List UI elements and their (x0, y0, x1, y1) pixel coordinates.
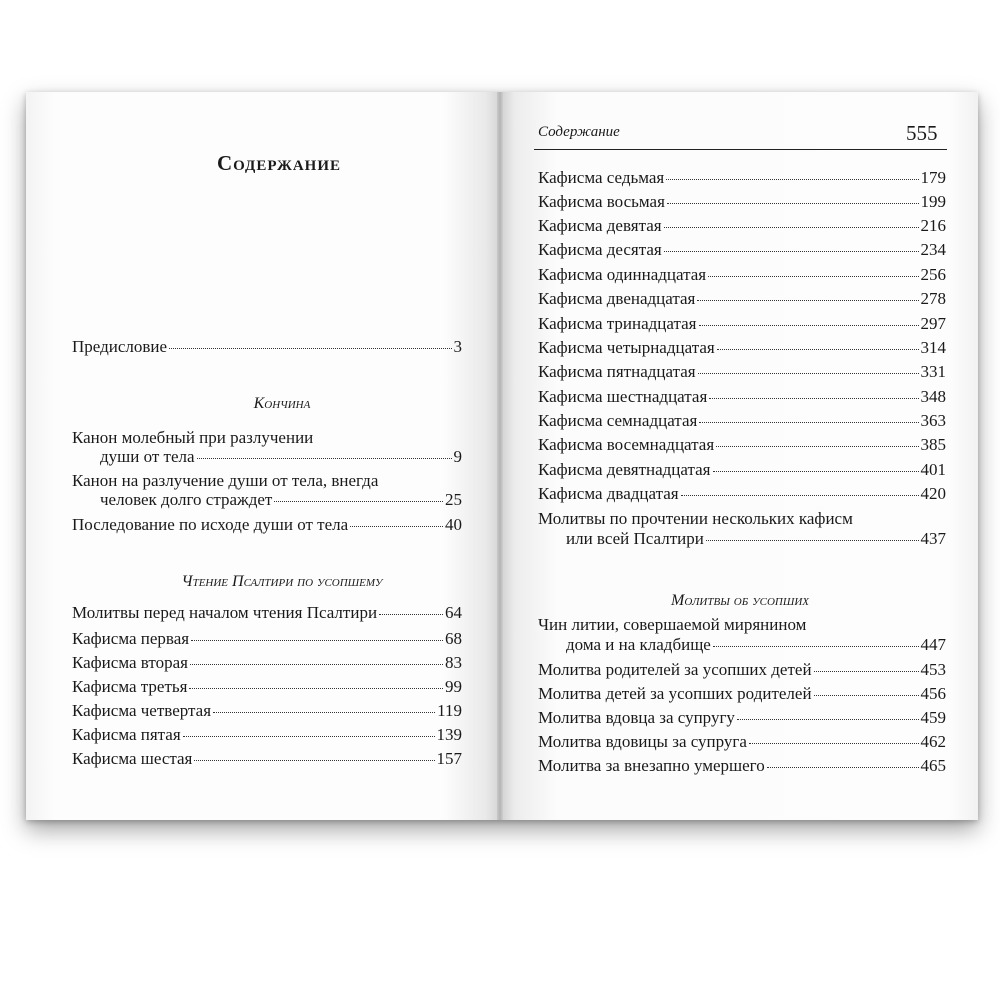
section-title-death: Кончина (253, 395, 311, 412)
toc-entry-page: 401 (920, 460, 946, 479)
toc-entry[interactable] (100, 489, 462, 511)
toc-entry-page: 465 (920, 756, 946, 775)
toc-entry-page: 348 (920, 387, 946, 406)
toc-entry-page: 363 (920, 411, 946, 430)
toc-entry-label: Предисловие (72, 337, 168, 356)
toc-entry[interactable] (538, 337, 946, 359)
toc-entry-label: Молитвы перед началом чтения Псалтири (72, 603, 378, 622)
toc-entry-label: Кафисма десятая (538, 240, 662, 259)
toc-entry[interactable] (538, 410, 946, 432)
toc-entry-page: 331 (920, 362, 946, 381)
leader-dots (197, 458, 452, 459)
leader-dots (814, 671, 919, 672)
leader-dots (767, 767, 919, 768)
toc-entry-label: дома и на кладбище (566, 635, 711, 654)
toc-entry[interactable] (538, 239, 946, 261)
toc-entry-page: 297 (920, 314, 946, 333)
toc-entry-page: 199 (920, 192, 946, 211)
toc-entry-page: 9 (453, 447, 462, 466)
toc-entry-label: Кафисма одиннадцатая (538, 265, 707, 284)
toc-entry[interactable] (566, 528, 946, 550)
header-rule (534, 149, 947, 150)
leader-dots (814, 695, 919, 696)
toc-entry-page: 385 (920, 435, 946, 454)
toc-entry-page: 3 (453, 337, 462, 356)
toc-entry[interactable] (72, 602, 462, 624)
leader-dots (737, 719, 919, 720)
toc-entry[interactable] (538, 288, 946, 310)
leader-dots (213, 712, 435, 713)
toc-entry-label: Кафисма шестая (72, 749, 193, 768)
toc-entry[interactable] (72, 748, 462, 770)
toc-entry-line1[interactable]: Канон на разлучение души от тела, внегда (72, 471, 379, 490)
toc-entry-page: 459 (920, 708, 946, 727)
leader-dots (697, 300, 918, 301)
toc-entry-preface[interactable] (72, 336, 462, 358)
toc-entry-label: Кафисма девятнадцатая (538, 460, 711, 479)
toc-entry-page: 456 (920, 684, 946, 703)
toc-entry-label: Кафисма пятнадцатая (538, 362, 696, 381)
toc-entry[interactable] (538, 215, 946, 237)
toc-entry-label: Кафисма семнадцатая (538, 411, 698, 430)
toc-entry[interactable] (72, 700, 462, 722)
leader-dots (191, 640, 443, 641)
toc-entry-page: 216 (920, 216, 946, 235)
leader-dots (274, 501, 443, 502)
leader-dots (706, 540, 919, 541)
toc-entry[interactable] (538, 731, 946, 753)
leader-dots (667, 203, 919, 204)
toc-entry[interactable] (538, 264, 946, 286)
toc-entry[interactable] (72, 514, 462, 536)
leader-dots (699, 422, 918, 423)
contents-title: Содержание (216, 151, 342, 175)
toc-entry-label: Молитва детей за усопших родителей (538, 684, 812, 703)
toc-entry-label: Молитва вдовца за супругу (538, 708, 735, 727)
toc-entry-page: 314 (920, 338, 946, 357)
toc-entry[interactable] (538, 386, 946, 408)
toc-entry-page: 40 (445, 515, 462, 534)
toc-entry[interactable] (72, 724, 462, 746)
leader-dots (716, 446, 918, 447)
toc-entry[interactable] (100, 446, 462, 468)
toc-entry-page: 437 (920, 529, 946, 548)
running-head: Содержание (538, 124, 620, 140)
leader-dots (709, 398, 918, 399)
toc-entry-label: Кафисма шестнадцатая (538, 387, 708, 406)
toc-entry-label: Кафисма двенадцатая (538, 289, 696, 308)
toc-entry[interactable] (538, 659, 946, 681)
leader-dots (749, 743, 919, 744)
toc-entry-label: Кафисма четвертая (72, 701, 212, 720)
toc-entry-label: или всей Псалтири (566, 529, 704, 548)
toc-entry-page: 25 (445, 490, 462, 509)
toc-entry-page: 234 (920, 240, 946, 259)
leader-dots (379, 614, 443, 615)
toc-entry[interactable] (538, 361, 946, 383)
leader-dots (681, 495, 919, 496)
leader-dots (713, 471, 919, 472)
toc-entry-label: Кафисма первая (72, 629, 190, 648)
page-number: 555 (906, 121, 938, 145)
leader-dots (664, 227, 919, 228)
toc-entry-label: Кафисма седьмая (538, 168, 665, 187)
leader-dots (190, 664, 443, 665)
toc-entry-page: 157 (436, 749, 462, 768)
toc-entry[interactable] (538, 483, 946, 505)
toc-entry-line1[interactable]: Молитвы по прочтении нескольких кафисм (538, 509, 853, 528)
leader-dots (713, 646, 919, 647)
book-gutter (497, 92, 503, 820)
toc-entry-label: Кафисма вторая (72, 653, 188, 672)
toc-entry-page: 179 (920, 168, 946, 187)
toc-entry[interactable] (566, 634, 946, 656)
section-title-prayers: Молитвы об усопших (670, 592, 809, 609)
leader-dots (708, 276, 918, 277)
toc-entry-page: 447 (920, 635, 946, 654)
toc-entry-page: 99 (445, 677, 462, 696)
toc-entry-label: Кафисма третья (72, 677, 188, 696)
leader-dots (350, 526, 443, 527)
toc-entry-page: 119 (437, 701, 462, 720)
toc-entry-label: Кафисма тринадцатая (538, 314, 697, 333)
toc-entry-label: Молитва родителей за усопших детей (538, 660, 812, 679)
leader-dots (183, 736, 435, 737)
toc-entry-label: Последование по исходе души от тела (72, 515, 349, 534)
toc-entry-page: 68 (445, 629, 462, 648)
toc-entry[interactable] (538, 313, 946, 335)
leader-dots (698, 373, 919, 374)
toc-entry-page: 256 (920, 265, 946, 284)
toc-entry[interactable] (538, 434, 946, 456)
leader-dots (189, 688, 443, 689)
toc-entry-label: Кафисма восьмая (538, 192, 665, 211)
toc-entry[interactable] (538, 191, 946, 213)
toc-entry-page: 462 (920, 732, 946, 751)
toc-entry-label: человек долго страждет (100, 490, 273, 509)
section-title-psalter: Чтение Псалтири по усопшему (181, 573, 383, 590)
toc-entry-line1[interactable]: Чин литии, совершаемой мирянином (538, 615, 807, 634)
toc-entry-line1[interactable]: Канон молебный при разлучении (72, 428, 314, 447)
toc-entry-page: 278 (920, 289, 946, 308)
toc-entry-page: 453 (920, 660, 946, 679)
toc-entry-label: души от тела (100, 447, 195, 466)
toc-entry-label: Кафисма восемнадцатая (538, 435, 715, 454)
leader-dots (664, 251, 919, 252)
toc-entry-label: Кафисма девятая (538, 216, 662, 235)
leader-dots (169, 348, 451, 349)
leader-dots (194, 760, 434, 761)
toc-entry-label: Молитва вдовицы за супруга (538, 732, 747, 751)
toc-entry-page: 420 (920, 484, 946, 503)
toc-entry[interactable] (538, 167, 946, 189)
toc-entry[interactable] (538, 459, 946, 481)
toc-entry-page: 83 (445, 653, 462, 672)
toc-entry[interactable] (72, 628, 462, 650)
toc-entry[interactable] (72, 652, 462, 674)
toc-entry-page: 139 (436, 725, 462, 744)
leader-dots (666, 179, 918, 180)
leader-dots (717, 349, 919, 350)
toc-entry[interactable] (538, 683, 946, 705)
toc-entry[interactable] (538, 755, 946, 777)
toc-entry-label: Кафисма четырнадцатая (538, 338, 715, 357)
toc-entry-label: Кафисма пятая (72, 725, 181, 744)
toc-entry[interactable] (538, 707, 946, 729)
toc-entry-page: 64 (445, 603, 462, 622)
toc-entry-label: Молитва за внезапно умершего (538, 756, 765, 775)
toc-entry[interactable] (72, 676, 462, 698)
toc-entry-label: Кафисма двадцатая (538, 484, 679, 503)
leader-dots (699, 325, 919, 326)
